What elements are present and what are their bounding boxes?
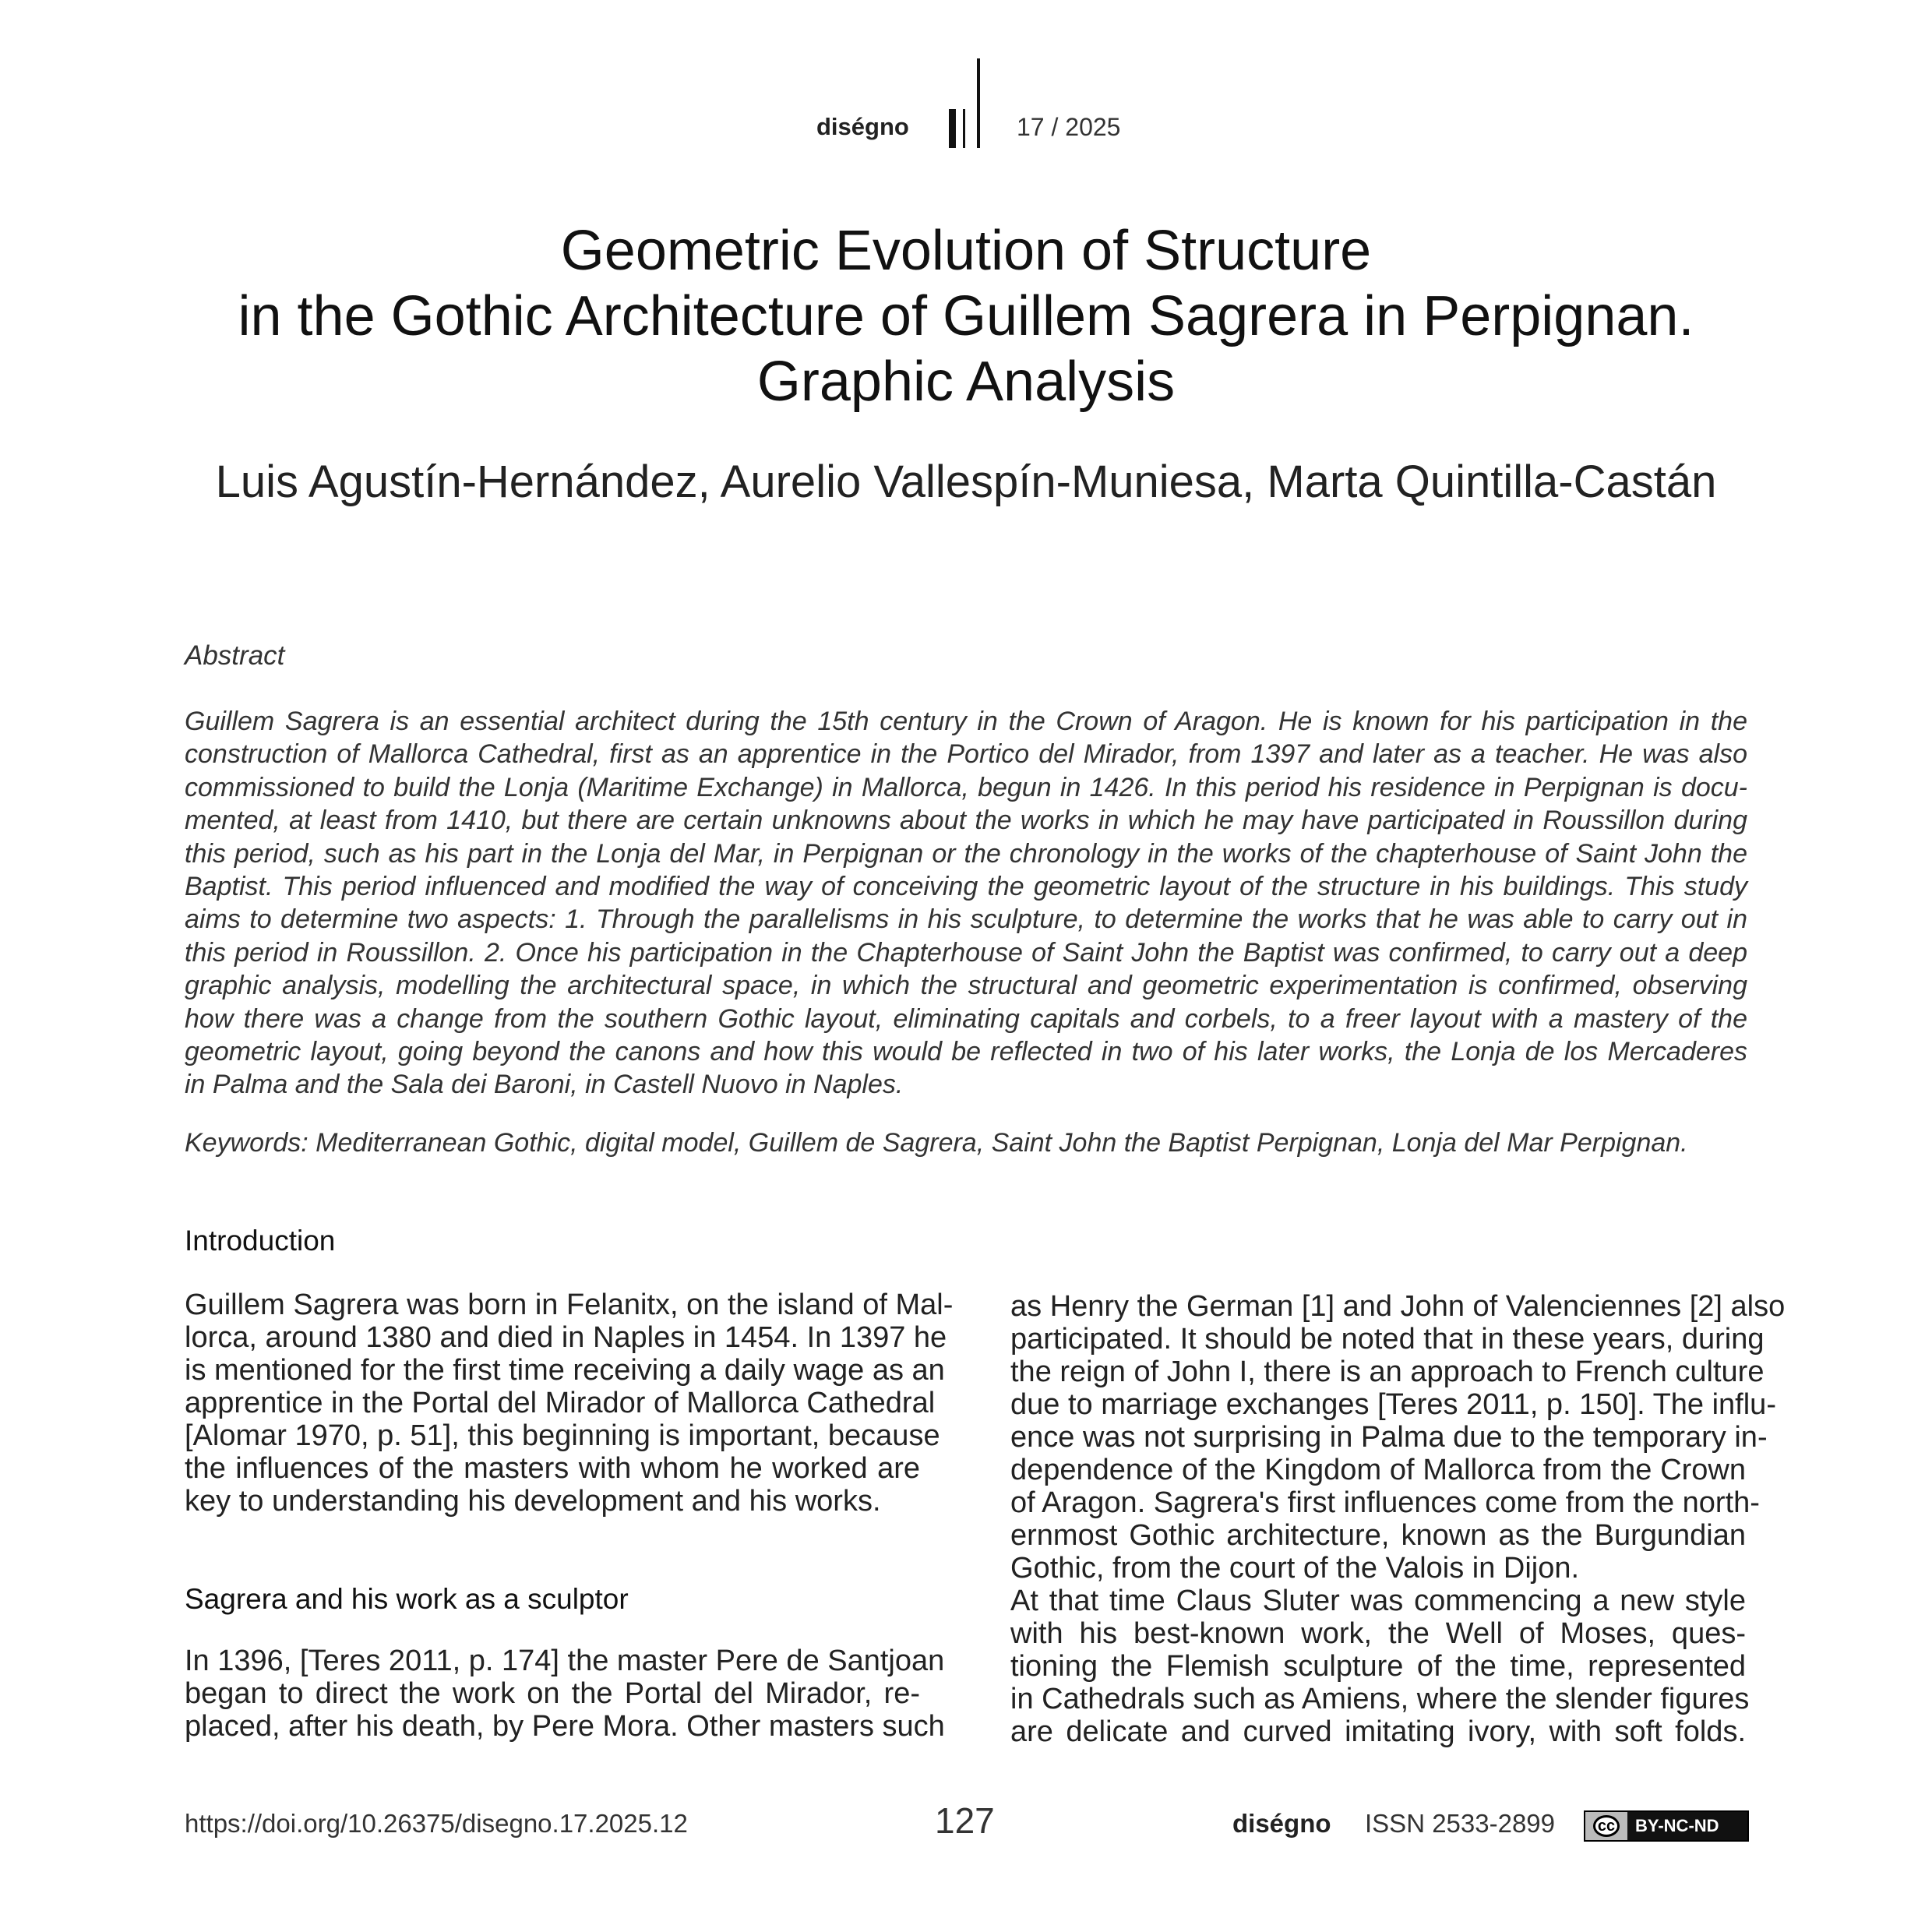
doi-link[interactable]: https://doi.org/10.26375/disegno.17.2025.12 [185,1809,688,1838]
authors: Luis Agustín-Hernández, Aurelio Vallespín-Muniesa, Marta Quintilla-Castán [215,457,1717,507]
title-line: Graphic Analysis [756,351,1176,413]
logo-bar [963,109,965,148]
text-line: construction of Mallorca Cathedral, first as an apprentice in the Portico del Mirador, from 1397 and later as a teacher. He was also [185,739,1747,770]
article-title [0,218,1932,414]
text-line: dependence of the Kingdom of Mallorca from the Crown [1010,1454,1746,1486]
text-line: In 1396, [Teres 2011, p. 174] the master Pere de Santjoan [185,1645,945,1677]
text-line: began to direct the work on the Portal del Mirador, re- [185,1677,920,1710]
introduction-heading: Introduction [185,1225,336,1257]
issue-number: 17 / 2025 [1017,113,1121,141]
cc-icon [1585,1812,1627,1840]
text-line: in Palma and the Sala dei Baroni, in Castell Nuovo in Naples. [185,1070,904,1100]
paragraph [1010,1290,1786,1585]
text-line: how there was a change from the southern Gothic layout, eliminating capitals and corbels, to a freer layout with a mastery of the [185,1003,1747,1034]
text-line: At that time Claus Sluter was commencing a new style [1010,1585,1746,1617]
text-line: ernmost Gothic architecture, known as the Burgundian [1010,1519,1746,1552]
paragraph [1010,1585,1750,1748]
text-line: Guillem Sagrera is an essential architect during the 15th century in the Crown of Aragon. He is known for his participation in the [185,707,1747,736]
text-line: ence was not surprising in Palma due to the temporary in- [1010,1421,1768,1454]
text-line: is mentioned for the first time receiving a daily wage as an [185,1354,945,1387]
introduction-text [185,1289,954,1518]
keywords: Keywords: Mediterranean Gothic, digital model, Guillem de Sagrera, Saint John the Baptist Perpignan, Lonja del Mar Perpignan. [185,1128,1688,1158]
footer-brand: diségno [1232,1809,1331,1838]
text-line: graphic analysis, modelling the architectural space, in which the structural and geometric experimentation is confirmed, observing [185,971,1747,1001]
text-line: tioning the Flemish sculpture of the time, represented [1010,1650,1746,1683]
text-line: of Aragon. Sagrera's first influences come from the north- [1010,1486,1760,1519]
text-line: key to understanding his development and his works. [185,1485,881,1518]
journal-brand: diségno [816,113,909,140]
abstract-body [185,705,1747,1102]
right-column [1010,1290,1786,1748]
text-line: in Cathedrals such as Amiens, where the slender figures [1010,1683,1750,1715]
page-number: 127 [935,1800,995,1841]
title-line: Geometric Evolution of Structure [560,220,1372,282]
journal-header [0,58,1932,144]
text-line: participated. It should be noted that in these years, during [1010,1323,1765,1356]
text-line: are delicate and curved imitating ivory, with soft folds. [1010,1715,1746,1748]
license-text: BY-NC-ND [1635,1816,1719,1835]
abstract-label: Abstract [185,640,285,671]
text-line: the influences of the masters with whom he worked are [185,1452,920,1485]
text-line: mented, at least from 1410, but there are certain unknowns about the works in which he may have participated in Roussillon during [185,806,1747,836]
text-line: as Henry the German [1] and John of Valenciennes [2] also [1010,1290,1786,1323]
text-line: the reign of John I, there is an approach to French culture [1010,1356,1765,1388]
text-line: this period in Roussillon. 2. Once his participation in the Chapterhouse of Saint John the Baptist was confirmed, to carry out a deep [185,937,1747,968]
text-line: this period, such as his part in the Lonja del Mar, in Perpignan or the chronology in the works of the chapterhouse of Saint John the [185,838,1747,869]
text-line: with his best-known work, the Well of Moses, ques- [1010,1617,1746,1650]
text-line: placed, after his death, by Pere Mora. Other masters such [185,1710,945,1743]
cc-text: cc [1593,1815,1620,1837]
sculptor-text [185,1645,945,1743]
issn: ISSN 2533-2899 [1365,1809,1556,1838]
text-line: commissioned to build the Lonja (Maritime Exchange) in Mallorca, begun in 1426. In this period his residence in Perpignan is docu- [185,772,1747,802]
text-line: Gothic, from the court of the Valois in Dijon. [1010,1552,1580,1585]
text-line: aims to determine two aspects: 1. Through the parallelisms in his sculpture, to determine the works that he was able to carry out in [185,904,1747,935]
text-line: due to marriage exchanges [Teres 2011, p. 150]. The influ- [1010,1388,1776,1421]
text-line: geometric layout, going beyond the canons and how this would be reflected in two of his later works, the Lonja de los Mercaderes [185,1037,1747,1067]
sculptor-heading: Sagrera and his work as a sculptor [185,1583,629,1615]
text-line: Baptist. This period influenced and modified the way of conceiving the geometric layout of the structure in his buildings. This study [185,872,1747,902]
logo-bar [977,58,980,148]
text-line: apprentice in the Portal del Mirador of Mallorca Cathedral [185,1387,936,1419]
text-line: [Alomar 1970, p. 51], this beginning is important, because [185,1419,940,1452]
logo-bar [949,109,956,148]
text-line: lorca, around 1380 and died in Naples in 1454. In 1397 he [185,1321,947,1354]
title-line: in the Gothic Architecture of Guillem Sagrera in Perpignan. [238,285,1694,347]
text-line: Guillem Sagrera was born in Felanitx, on the island of Mal- [185,1289,954,1321]
cc-license-badge[interactable] [1584,1810,1749,1842]
